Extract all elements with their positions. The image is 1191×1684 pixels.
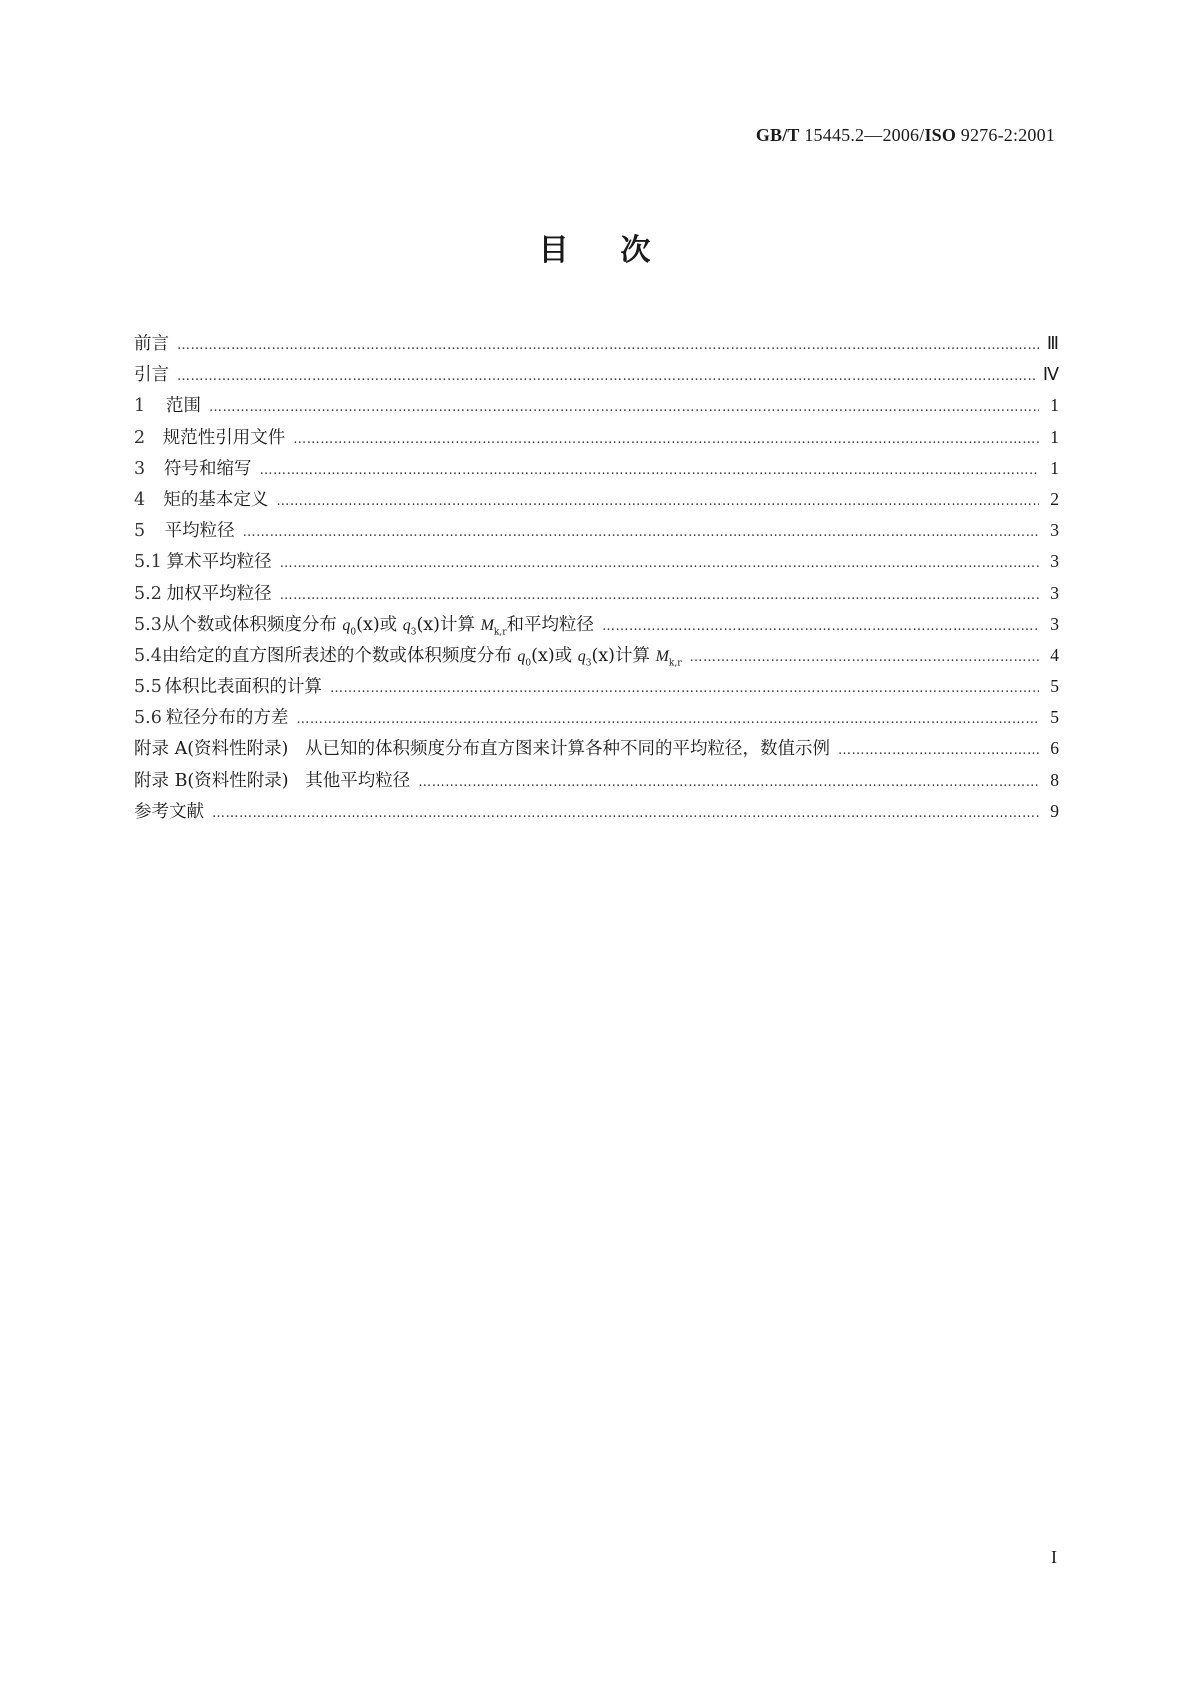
toc-entry-annex-b[interactable] [134, 767, 1059, 798]
toc-number: 2 [134, 427, 146, 448]
toc-label: 加权平均粒径 [166, 583, 272, 604]
toc-number: 4 [134, 489, 146, 510]
toc-entry-3[interactable] [134, 455, 1059, 486]
toc-entry-5-3[interactable] [134, 611, 1059, 642]
math-q: q [517, 647, 526, 665]
toc-page: 3 [1050, 613, 1059, 634]
toc-entry-1[interactable] [134, 392, 1059, 423]
toc-entry-bibliography[interactable] [134, 798, 1059, 829]
iso-number: 9276-2:2001 [956, 125, 1055, 145]
toc-label: 符号和缩写 [164, 458, 252, 479]
toc-page: 3 [1050, 520, 1059, 541]
toc-leader-dots [418, 775, 1039, 790]
toc-entry-5-6[interactable] [134, 704, 1059, 735]
toc-label: 范围 [165, 396, 201, 417]
label-part: 从个数或体积频度分布 [161, 614, 343, 635]
toc-number: 5.5 [134, 677, 162, 698]
math-q: q [577, 647, 586, 665]
toc-number: 1 [134, 396, 146, 417]
table-of-contents [134, 330, 1059, 829]
toc-number: 5.2 [134, 583, 162, 604]
toc-label: 平均粒径 [164, 521, 235, 542]
toc-label: 算术平均粒径 [166, 552, 272, 573]
toc-page: 2 [1050, 488, 1059, 509]
toc-entry-4[interactable] [134, 486, 1059, 517]
standard-number-header [756, 125, 1055, 146]
toc-label: 规范性引用文件 [162, 427, 286, 448]
toc-entry-foreword[interactable] [134, 330, 1059, 361]
math-q: q [342, 616, 351, 634]
label-part: 由给定的直方图所表述的个数或体积频度分布 [161, 645, 518, 666]
toc-label: 参考文献 [134, 801, 204, 822]
iso-prefix: ISO [924, 125, 957, 145]
toc-leader-dots [330, 681, 1039, 696]
toc-number: 5 [134, 521, 146, 542]
toc-label: 粒径分布的方差 [165, 708, 289, 729]
toc-page: 8 [1050, 769, 1059, 790]
toc-number: 5.6 [134, 708, 162, 729]
toc-label [162, 642, 688, 669]
toc-page: 3 [1050, 582, 1059, 603]
toc-leader-dots [212, 806, 1039, 821]
label-part: (x)计算 [416, 614, 481, 635]
toc-number: 3 [134, 458, 146, 479]
toc-leader-dots [209, 400, 1039, 415]
toc-leader-dots [260, 463, 1039, 478]
toc-page: 5 [1050, 707, 1059, 728]
toc-page: Ⅳ [1042, 364, 1059, 385]
toc-entry-annex-a[interactable] [134, 735, 1059, 766]
toc-page: Ⅲ [1046, 333, 1059, 353]
math-subscript: 3 [585, 658, 592, 669]
toc-leader-dots [280, 556, 1039, 571]
toc-page: 3 [1050, 551, 1059, 572]
toc-label: 前言 [134, 334, 169, 354]
toc-entry-5-2[interactable] [134, 580, 1059, 611]
toc-leader-dots [243, 525, 1039, 540]
toc-label: 引言 [134, 365, 169, 386]
math-m: M [655, 647, 669, 665]
page-number: I [1051, 1547, 1057, 1567]
toc-label: 附录 B(资料性附录) 其他平均粒径 [134, 770, 411, 791]
toc-page: 6 [1050, 738, 1059, 759]
toc-entry-5[interactable] [134, 517, 1059, 548]
toc-label: 体积比表面积的计算 [164, 677, 322, 698]
label-part: (x)计算 [591, 645, 656, 666]
toc-page: 1 [1050, 426, 1059, 447]
toc-leader-dots [602, 619, 1039, 634]
toc-entry-5-5[interactable] [134, 673, 1059, 704]
toc-leader-dots [177, 369, 1037, 384]
toc-label: 附录 A(资料性附录) 从已知的体积频度分布直方图来计算各种不同的平均粒径，数值示例 [134, 739, 831, 760]
toc-leader-dots [280, 588, 1039, 603]
toc-entry-2[interactable] [134, 424, 1059, 455]
toc-page: 1 [1050, 395, 1059, 416]
toc-page: 4 [1050, 644, 1059, 665]
label-part: (x)或 [531, 645, 578, 666]
toc-leader-dots [293, 432, 1039, 447]
toc-entry-5-1[interactable] [134, 548, 1059, 579]
toc-page: 9 [1050, 800, 1059, 821]
toc-leader-dots [838, 743, 1039, 758]
toc-number: 5.3 [134, 614, 162, 635]
std-number: 15445.2—2006/ [799, 125, 925, 145]
page-title: 目 次 [538, 233, 653, 268]
toc-entry-introduction[interactable] [134, 361, 1059, 392]
toc-label [162, 611, 600, 638]
label-part: (x)或 [356, 614, 403, 635]
toc-page: 5 [1050, 676, 1059, 697]
math-subscript: 0 [525, 658, 532, 669]
toc-page: 1 [1050, 457, 1059, 478]
math-m: M [480, 616, 494, 634]
toc-number: 5.4 [134, 645, 162, 666]
toc-label: 矩的基本定义 [163, 489, 269, 510]
label-part: 和平均粒径 [506, 614, 595, 635]
toc-number: 5.1 [134, 552, 162, 573]
std-prefix: GB/T [755, 125, 800, 145]
math-q: q [402, 616, 411, 634]
math-subscript: k,r [668, 658, 682, 669]
math-subscript: 3 [410, 627, 417, 638]
math-subscript: k,r [493, 627, 507, 638]
toc-leader-dots [690, 650, 1039, 665]
toc-leader-dots [177, 338, 1039, 353]
toc-entry-5-4[interactable] [134, 642, 1059, 673]
toc-leader-dots [276, 494, 1039, 509]
math-subscript: 0 [350, 627, 357, 638]
toc-leader-dots [296, 712, 1039, 727]
